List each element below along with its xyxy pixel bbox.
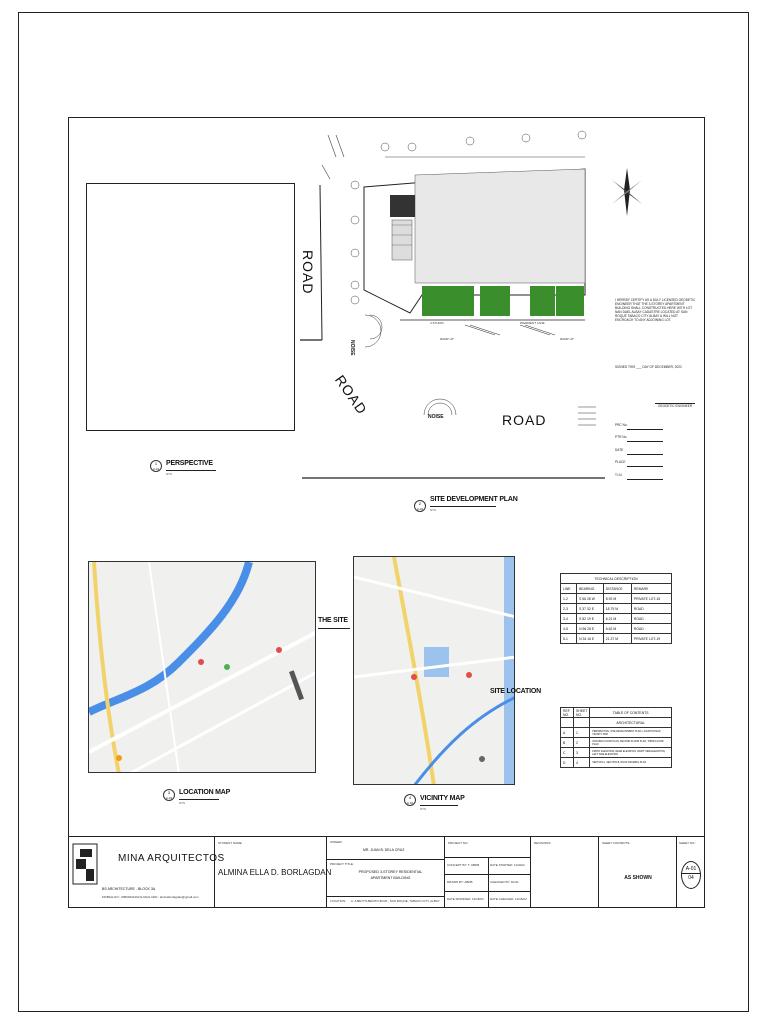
location-map (88, 561, 316, 773)
tb-revisions-cell (531, 837, 599, 908)
td-header: LINE (561, 584, 577, 594)
td-header: DISTANCE (603, 584, 631, 594)
location-label: LOCATION: (330, 899, 346, 903)
td-cell: ROAD (631, 604, 671, 614)
site-plan-drawing (300, 125, 610, 485)
toc-cell: C (561, 748, 574, 758)
toc-cell: 4 (574, 758, 590, 768)
location-map-graphic (89, 562, 316, 773)
td-header: BEARING (577, 584, 604, 594)
certification-text: I HEREBY CERTIFY AS A DULY LICENSED GEODETIC ENGINEER THAT THE 3-STOREY APARTMENT BUILDING SHALL CONSTRUCTED HERE WITH LOT NAN DAEL ALBAY CADASTRE LOCATED AT SAN ROQUE TABACO CITY ALBAY & WILL NOT ENCROACH TO ANY ADJOINING LOT. (615, 298, 696, 322)
table-row (561, 594, 672, 604)
noise-label-south: NOISE (428, 414, 444, 420)
table-row (561, 614, 672, 624)
tb-project-cell (327, 837, 445, 908)
checked-by: CHECKED BY: DCZL (490, 880, 519, 884)
perspective-scale: NTS (166, 472, 172, 476)
table-row (561, 634, 672, 644)
svg-text:RAMP UP: RAMP UP (560, 337, 574, 341)
table-row (561, 748, 672, 758)
toc-cell: FRONT ELEVATION, REAR ELEVATION, RIGHT SIDE ELEVATION, LEFT SIDE ELEVATION (590, 748, 672, 758)
firm-name: MINA ARQUITECTOS (118, 853, 225, 864)
site-plan-title: SITE DEVELOPMENT PLAN (430, 496, 518, 503)
date-started: DATE STARTED: 11/2022 (490, 863, 525, 867)
location-map-underline (179, 799, 219, 800)
firm-sub: BS ARCHITECTURE - BLOCK 3A (102, 887, 156, 891)
tb-dates-cell (445, 837, 531, 908)
location-map-title: LOCATION MAP (179, 789, 231, 796)
svg-text:4 STUDIO: 4 STUDIO (430, 321, 444, 325)
vicinity-map-scale: NTS (420, 807, 426, 811)
field-prc-label: PRC No. (615, 423, 628, 427)
toc-cell: GROUND FLOOR PLAN, SECOND FLOOR PLAN, THIRD FLOOR PLAN (590, 738, 672, 748)
tb-divider (488, 857, 489, 908)
vicinity-map-ref-bubble: 4 A-01 (404, 794, 416, 806)
td-cell: 1-2 (561, 594, 577, 604)
location-value: A. A BETTS BENITO BLVD., SAN ROQUE, TABACO CITY, ALBAY (351, 899, 440, 903)
field-place-label: PLACE (615, 460, 626, 464)
sheet-no: A-01 (685, 866, 697, 872)
table-row (561, 624, 672, 634)
toc-cell: PERSPECTIVE, SITE DEVELOPMENT PLAN, LOCATION MAP, VICINITY MAP (590, 728, 672, 738)
tb-divider (327, 859, 445, 860)
field-date-line (627, 453, 663, 455)
table-row (561, 738, 672, 748)
field-prc-line (627, 428, 663, 430)
td-cell: ROAD (631, 614, 671, 624)
drawn-by: DRAWN BY: ABDB (447, 880, 473, 884)
project-title-label: PROJECT TITLE: (330, 862, 354, 866)
toc-cell: 2 (574, 738, 590, 748)
td-cell: 2-3 (561, 604, 577, 614)
owner-label: OWNER: (330, 840, 343, 844)
toc-cell: A (561, 728, 574, 738)
toc-cell: 1 (574, 728, 590, 738)
toc-cell: SECTION A, SECTION B, ROOF FRAMING PLAN (590, 758, 672, 768)
td-cell: 8.92 M (603, 594, 631, 604)
perspective-underline (166, 470, 216, 471)
td-cell: 4-5 (561, 624, 577, 634)
contents-table (560, 707, 672, 768)
date-checked: DATE CHECKED: 12/18/22 (490, 897, 527, 901)
technical-description-table (560, 573, 672, 644)
field-ptr-label: PTR No. (615, 435, 628, 439)
date-modified: DATE MODIFIED: 12/18/22 (447, 897, 484, 901)
sheet-no-label: SHEET NO.: (679, 841, 696, 845)
perspective-title: PERSPECTIVE (166, 460, 213, 467)
td-cell: 6.21 M (603, 614, 631, 624)
toc-cell: D (561, 758, 574, 768)
site-plan-ref-bubble: 2 A-01 (414, 500, 426, 512)
road-label-west: ROAD (300, 250, 316, 295)
td-cell: 3-4 (561, 614, 577, 624)
table-row (561, 758, 672, 768)
location-map-scale: NTS (179, 801, 185, 805)
tb-sheet-contents-cell (599, 837, 677, 908)
vicinity-map (353, 556, 515, 785)
td-cell: 6.62 M (603, 624, 631, 634)
perspective-ref-bubble: 1 A-01 (150, 460, 162, 472)
site-location-label: SITE LOCATION (490, 688, 541, 695)
engineer-label: GEODETIC ENGINEER (658, 404, 693, 408)
td-cell: S 37 32 E (577, 604, 604, 614)
revisions-label: REVISIONS: (534, 841, 552, 845)
td-cell: N 34 16 E (577, 634, 604, 644)
vicinity-map-title: VICINITY MAP (420, 795, 465, 802)
field-date-label: DATE (615, 448, 624, 452)
field-place-line (627, 465, 663, 467)
owner-name: MR. JUAN B. DELA CRUZ (363, 848, 405, 852)
location-map-ref-bubble: 3 A-01 (163, 789, 175, 801)
tb-firm-cell (68, 837, 225, 908)
the-site-label: THE SITE (318, 617, 348, 624)
td-cell: PRIVATE LOT-19 (631, 634, 671, 644)
td-cell: S 82 19 E (577, 614, 604, 624)
toc-cell: B (561, 738, 574, 748)
tb-sheet-no-cell (677, 837, 705, 908)
project-title: PROPOSED 3-STOREY RESIDENTIAL APARTMENT BUILDING (358, 870, 423, 880)
site-plan-scale: NTS (430, 508, 436, 512)
perspective-placeholder (86, 183, 295, 431)
td-cell: PRIVATE LOT-15 (631, 594, 671, 604)
toc-subheader: ARCHITECTURAL (590, 718, 672, 728)
north-arrow-icon (612, 168, 642, 216)
svg-text:RAMP UP: RAMP UP (440, 337, 454, 341)
firm-contact: MOBILE NO.: 09569431202 E-MAIL ADD.: alminaborlagdan@gmail.com (102, 895, 199, 899)
td-cell: S 56 28 W (577, 594, 604, 604)
td-cell: 21.37 M (603, 634, 631, 644)
td-header: REMARK (631, 584, 671, 594)
table-row (561, 604, 672, 614)
field-ptr-line (627, 440, 663, 442)
field-tin-label: T.I.N. (615, 473, 623, 477)
vicinity-map-graphic (354, 557, 515, 785)
the-site-underline (318, 628, 350, 629)
concept-by: CONCEPT BY: T. ABDB (447, 863, 480, 867)
td-cell: 5-1 (561, 634, 577, 644)
td-cell: 18.79 M (603, 604, 631, 614)
sheet-no-bubble (681, 861, 701, 889)
student-name: ALMINA ELLA D. BORLAGDAN (218, 868, 332, 877)
noise-label-west: NOISE (349, 340, 355, 356)
td-cell: ROAD (631, 624, 671, 634)
toc-cell: 3 (574, 748, 590, 758)
toc-header: REF NO. (561, 708, 574, 718)
sheet-no-divider (682, 873, 700, 874)
road-label-south: ROAD (502, 412, 547, 428)
svg-text:PAVEMENT LANE: PAVEMENT LANE (520, 321, 545, 325)
certification-signed: SIGNED THIS ___ DAY OF DECEMBER, 2022 (615, 365, 682, 369)
toc-header: TABLE OF CONTENTS (590, 708, 672, 718)
road-label-southwest: ROAD (331, 372, 371, 418)
title-block (68, 836, 705, 909)
toc-header: SHEET NO. (574, 708, 590, 718)
sheet-total: 04 (688, 875, 694, 881)
firm-logo-icon (72, 843, 98, 885)
tb-divider (327, 896, 445, 897)
sheet-contents-label: SHEET CONTENTS: (602, 841, 631, 845)
student-label: STUDENT NAME: (218, 841, 243, 845)
project-no-label: PROJECT NO.: (448, 841, 469, 845)
site-plan-underline (430, 506, 496, 507)
td-title: TECHNICAL DESCRIPTION (561, 574, 672, 584)
table-row (561, 728, 672, 738)
sheet-contents-value: AS SHOWN (624, 875, 652, 881)
field-tin-line (627, 478, 663, 480)
tb-student-cell (215, 837, 332, 908)
td-cell: N 56 28 E (577, 624, 604, 634)
vicinity-map-underline (420, 805, 458, 806)
